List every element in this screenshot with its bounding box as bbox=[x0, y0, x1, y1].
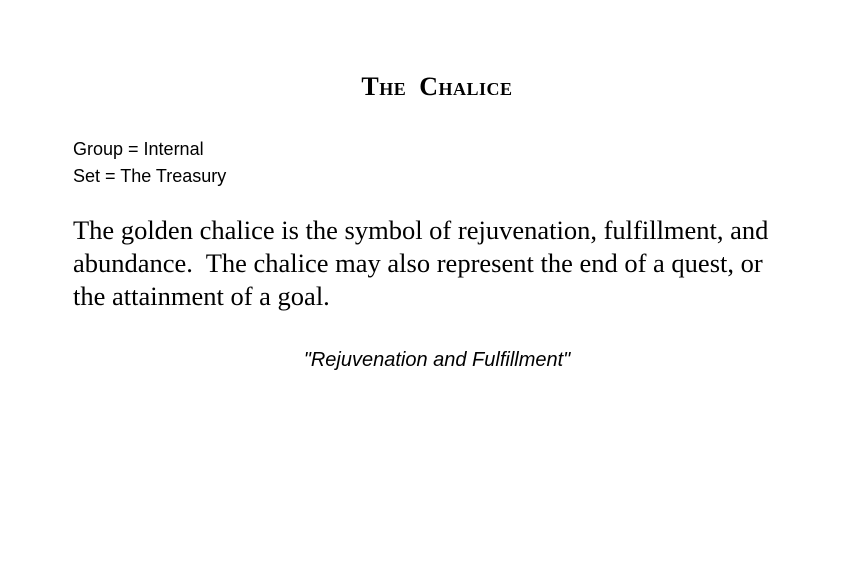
quote-text: "Rejuvenation and Fulfillment" bbox=[303, 349, 571, 371]
set-label: Set = The Treasury bbox=[73, 166, 227, 186]
description-paragraph: The golden chalice is the symbol of rejuvenation, fulfillment, and abundance. The chalice may also represent the end of a quest, or the attainment of a goal. bbox=[73, 215, 776, 311]
page-title: The Chalice bbox=[361, 72, 513, 101]
metadata-block bbox=[73, 136, 226, 190]
group-label: Group = Internal bbox=[73, 139, 204, 159]
